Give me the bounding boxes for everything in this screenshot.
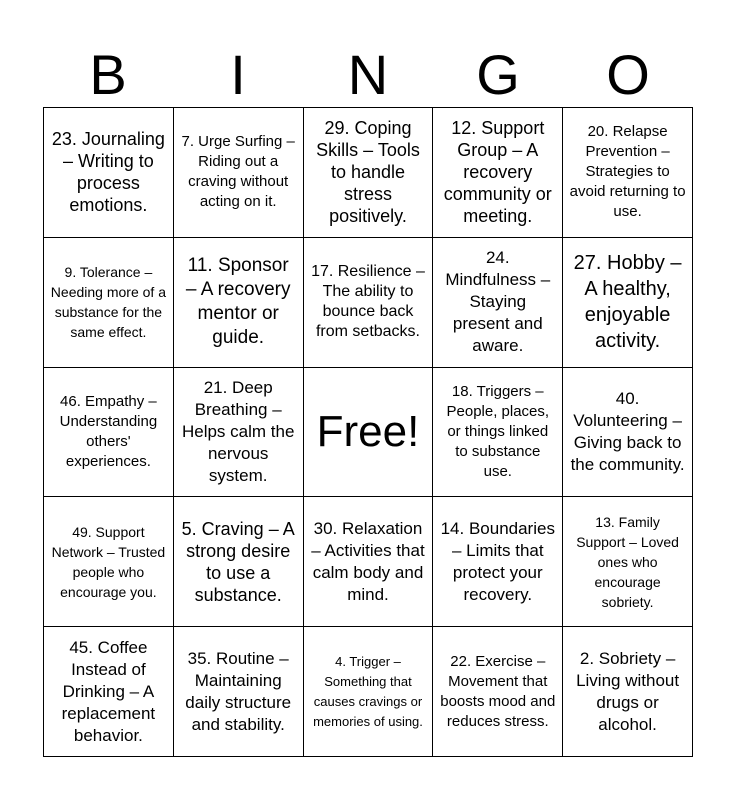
- bingo-cell[interactable]: [304, 497, 434, 627]
- bingo-cell[interactable]: [44, 238, 174, 368]
- cell-text: 24. Mindfulness – Staying present and aware.: [445, 248, 551, 356]
- bingo-cell[interactable]: [563, 108, 693, 238]
- bingo-cell[interactable]: [433, 497, 563, 627]
- cell-text: 13. Family Support – Loved ones who encourage sobriety.: [576, 513, 679, 610]
- cell-text: 40. Volunteering – Giving back to the community.: [570, 388, 685, 474]
- bingo-cell[interactable]: [563, 497, 693, 627]
- free-space-cell[interactable]: [304, 368, 434, 498]
- bingo-cell[interactable]: [304, 238, 434, 368]
- cell-text: 20. Relapse Prevention – Strategies to avoid returning to use.: [569, 123, 686, 221]
- cell-text: 27. Hobby – A healthy, enjoyable activity.: [573, 252, 682, 353]
- cell-text: 49. Support Network – Trusted people who encourage you.: [51, 523, 166, 600]
- bingo-cell[interactable]: [174, 497, 304, 627]
- bingo-cell[interactable]: [44, 497, 174, 627]
- free-space-label: Free!: [316, 406, 420, 456]
- cell-text: 17. Resilience – The ability to bounce back from setbacks.: [311, 263, 425, 341]
- bingo-board: [43, 107, 693, 757]
- cell-text: 12. Support Group – A recovery community or meeting.: [443, 118, 552, 227]
- bingo-cell[interactable]: [433, 627, 563, 757]
- bingo-cell[interactable]: [44, 627, 174, 757]
- cell-text: 11. Sponsor – A recovery mentor or guide.: [185, 255, 291, 349]
- cell-text: 22. Exercise – Movement that boosts mood and reduces stress.: [440, 652, 556, 730]
- bingo-cell[interactable]: [433, 368, 563, 498]
- header-letter-o: O: [606, 43, 650, 106]
- cell-text: 35. Routine – Maintaining daily structure and stability.: [185, 648, 292, 734]
- cell-text: 2. Sobriety – Living without drugs or alcohol.: [576, 648, 680, 734]
- cell-text: 23. Journaling – Writing to process emotions.: [51, 129, 165, 216]
- bingo-cell[interactable]: [174, 627, 304, 757]
- header-letter-i: I: [230, 43, 246, 106]
- header-letter-b: B: [89, 43, 127, 106]
- bingo-cell[interactable]: [174, 108, 304, 238]
- bingo-cell[interactable]: [44, 108, 174, 238]
- cell-text: 29. Coping Skills – Tools to handle stress positively.: [316, 118, 420, 227]
- bingo-cell[interactable]: [563, 627, 693, 757]
- bingo-cell[interactable]: [44, 368, 174, 498]
- bingo-cell[interactable]: [304, 108, 434, 238]
- cell-text: 45. Coffee Instead of Drinking – A replacement behavior.: [61, 637, 156, 745]
- cell-text: 4. Trigger – Something that causes cravings or memories of using.: [313, 653, 423, 729]
- bingo-cell[interactable]: [174, 368, 304, 498]
- bingo-cell[interactable]: [563, 368, 693, 498]
- bingo-cell[interactable]: [304, 627, 434, 757]
- bingo-cell[interactable]: [563, 238, 693, 368]
- cell-text: 18. Triggers – People, places, or things linked to substance use.: [446, 382, 550, 480]
- cell-text: 7. Urge Surfing – Riding out a craving without acting on it.: [181, 133, 295, 211]
- cell-text: 9. Tolerance – Needing more of a substance for the same effect.: [50, 264, 166, 341]
- bingo-header: [43, 44, 693, 106]
- cell-text: 5. Craving – A strong desire to use a substance.: [181, 518, 295, 605]
- header-letter-n: N: [347, 43, 389, 106]
- bingo-cell[interactable]: [433, 108, 563, 238]
- cell-text: 14. Boundaries – Limits that protect your recovery.: [440, 518, 555, 604]
- cell-text: 30. Relaxation – Activities that calm body and mind.: [311, 518, 425, 604]
- bingo-cell[interactable]: [174, 238, 304, 368]
- bingo-cell[interactable]: [433, 238, 563, 368]
- cell-text: 21. Deep Breathing – Helps calm the nervous system.: [181, 377, 295, 485]
- cell-text: 46. Empathy – Understanding others' experiences.: [59, 392, 158, 470]
- header-letter-g: G: [476, 43, 520, 106]
